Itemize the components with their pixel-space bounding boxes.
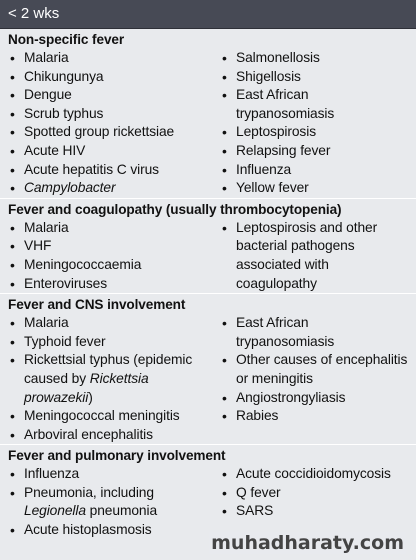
list-item: • Enteroviruses [8,275,220,294]
left-column [8,314,220,444]
text: ) [88,389,93,405]
list-item: • Q fever [220,484,408,503]
list-item: • Acute coccidioidomycosis [220,465,408,484]
list-item: • Rickettsial typhus (epidemic [8,351,220,370]
section-title: Fever and coagulopathy (usually thrombocytopenia) [8,201,342,217]
section-fever-pulmonary [0,444,416,539]
list-item: • Influenza [220,161,408,180]
left-column [8,465,220,539]
list-item: • Relapsing fever [220,142,408,161]
section-title: Fever and CNS involvement [8,297,186,313]
header-title: < 2 wks [8,5,60,22]
list-item: • Chikungunya [8,68,220,87]
list-item: • SARS [220,502,408,521]
list-item-continuation: coagulopathy [236,275,317,291]
list-item-continuation [8,502,220,521]
list-item: • Influenza [8,465,220,484]
list-item-continuation: trypanosomiasis [236,333,335,349]
italic-text: Legionella [24,503,86,519]
section-title: Non-specific fever [8,32,125,47]
section-fever-coagulopathy [0,198,416,293]
list-item: • Shigellosis [220,68,408,87]
watermark: muhadharaty.com [211,532,404,554]
left-column [8,49,220,198]
list-item-continuation [8,370,220,389]
right-column [220,49,408,198]
left-column [8,219,220,293]
text: caused by [24,370,90,386]
list-item-continuation: trypanosomiasis [236,105,335,121]
list-item: • Rabies [220,407,408,426]
list-item: • Campylobacter [8,179,220,198]
list-item: • Meningococcaemia [8,256,220,275]
list-item: • Meningococcal meningitis [8,407,220,426]
italic-text: prowazekii [24,389,89,405]
right-column [220,219,408,293]
list-item: • Arboviral encephalitis [8,426,220,445]
section-title: Fever and pulmonary involvement [8,448,226,464]
list-item: • Malaria [8,314,220,333]
list-item: • East African [220,314,408,333]
list-item: • Acute hepatitis C virus [8,161,220,180]
list-item: • Leptospirosis [220,123,408,142]
right-column [220,465,408,539]
list-item: • Other causes of encephalitis [220,351,408,370]
right-column [220,314,408,444]
list-item: • Yellow fever [220,179,408,198]
section-non-specific-fever [0,29,416,198]
list-item: • Pneumonia, including [8,484,220,503]
list-item: • Leptospirosis and other [220,219,408,238]
list-item: • VHF [8,237,220,256]
list-item-continuation: or meningitis [236,370,313,386]
list-item: • Spotted group rickettsiae [8,123,220,142]
list-item: • Typhoid fever [8,333,220,352]
list-item: • Scrub typhus [8,105,220,124]
list-item-continuation: associated with [236,256,329,272]
text: pneumonia [85,503,158,519]
italic-text: Rickettsia [89,370,149,386]
list-item: • Acute HIV [8,142,220,161]
table-header [0,0,416,29]
list-item: • Angiostrongyliasis [220,389,408,408]
list-item-continuation: bacterial pathogens [236,238,355,254]
list-item-continuation [8,389,220,408]
list-item: • Acute histoplasmosis [8,521,220,540]
list-item: • Dengue [8,86,220,105]
section-fever-cns [0,293,416,444]
list-item: • East African [220,86,408,105]
list-item: • Salmonellosis [220,49,408,68]
list-item: • Malaria [8,49,220,68]
list-item: • Malaria [8,219,220,238]
